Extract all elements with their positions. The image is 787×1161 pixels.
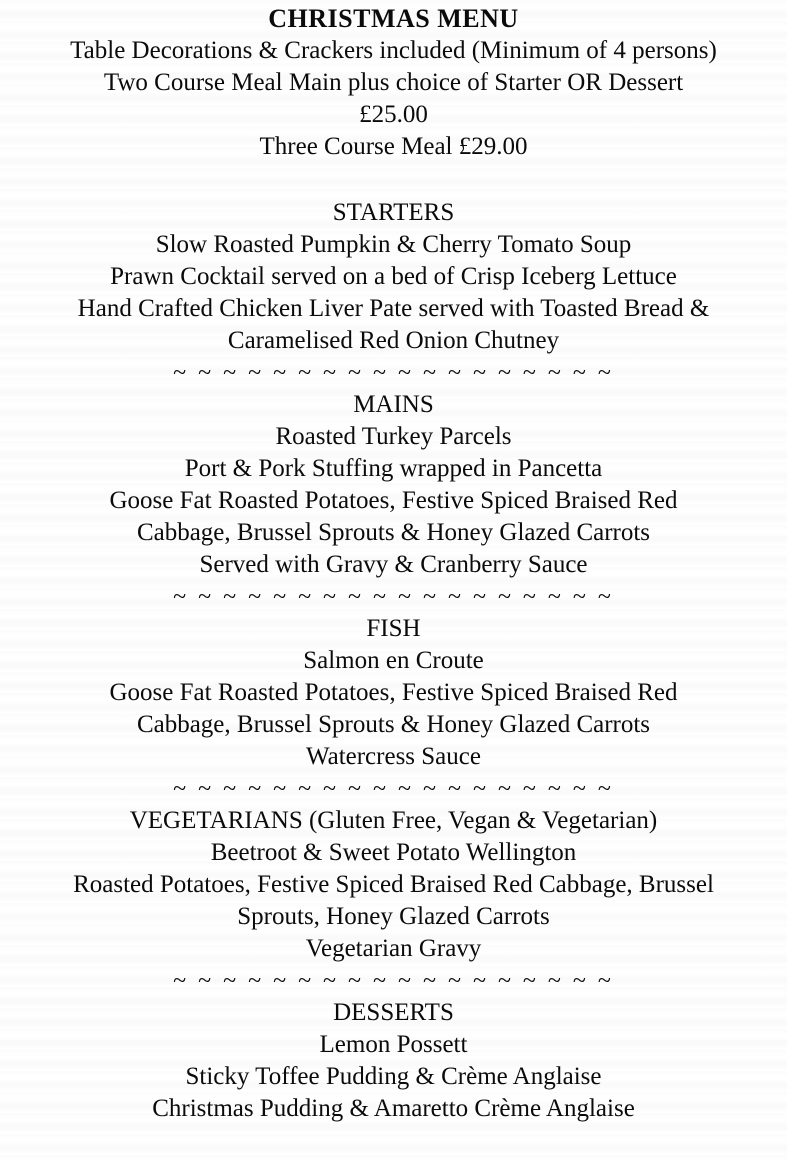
- menu-item-line: Served with Gravy & Cranberry Sauce: [199, 551, 588, 578]
- menu-section-mains: [2, 389, 785, 613]
- tilde-divider: ~ ~ ~ ~ ~ ~ ~ ~ ~ ~ ~ ~ ~ ~ ~ ~ ~ ~: [173, 360, 614, 386]
- tilde-divider: ~ ~ ~ ~ ~ ~ ~ ~ ~ ~ ~ ~ ~ ~ ~ ~ ~ ~: [173, 968, 614, 994]
- menu-item-line: Vegetarian Gravy: [305, 935, 482, 962]
- menu-sections: [2, 197, 785, 1125]
- menu-item-line: Roasted Turkey Parcels: [275, 423, 512, 450]
- menu-item-line: Roasted Potatoes, Festive Spiced Braised Red Cabbage, Brussel: [73, 871, 714, 898]
- menu-item-line: Lemon Possett: [319, 1031, 468, 1058]
- menu-section-starters: [2, 197, 785, 389]
- header-gap: [2, 163, 785, 197]
- menu-section-vegetarians: [2, 805, 785, 997]
- menu-item-line: Port & Pork Stuffing wrapped in Pancetta: [184, 455, 603, 482]
- section-title: STARTERS: [332, 199, 455, 226]
- menu-item-line: Christmas Pudding & Amaretto Crème Anglaise: [152, 1095, 635, 1122]
- menu-section-fish: [2, 613, 785, 805]
- menu-item-line: Prawn Cocktail served on a bed of Crisp Iceberg Lettuce: [110, 263, 677, 290]
- menu-header-line: Two Course Meal Main plus choice of Starter OR Dessert: [103, 69, 684, 96]
- menu-section-desserts: [2, 997, 785, 1125]
- section-title: DESSERTS: [333, 999, 454, 1026]
- tilde-divider: ~ ~ ~ ~ ~ ~ ~ ~ ~ ~ ~ ~ ~ ~ ~ ~ ~ ~: [173, 776, 614, 802]
- menu-item-line: Sprouts, Honey Glazed Carrots: [237, 903, 550, 930]
- tilde-divider: ~ ~ ~ ~ ~ ~ ~ ~ ~ ~ ~ ~ ~ ~ ~ ~ ~ ~: [173, 584, 614, 610]
- menu-header-line: Three Course Meal £29.00: [259, 133, 528, 160]
- menu-item-line: Slow Roasted Pumpkin & Cherry Tomato Soup: [155, 231, 632, 258]
- menu-item-line: Cabbage, Brussel Sprouts & Honey Glazed Carrots: [136, 519, 651, 546]
- section-title: VEGETARIANS (Gluten Free, Vegan & Vegetarian): [129, 807, 658, 834]
- section-title: FISH: [366, 615, 421, 642]
- section-title: MAINS: [353, 391, 434, 418]
- menu-item-line: Salmon en Croute: [303, 647, 484, 674]
- menu-header: [2, 35, 785, 163]
- menu-header-line: £25.00: [359, 101, 428, 128]
- menu-item-line: Goose Fat Roasted Potatoes, Festive Spiced Braised Red: [109, 487, 678, 514]
- menu-item-line: Goose Fat Roasted Potatoes, Festive Spiced Braised Red: [109, 679, 678, 706]
- menu-item-line: Sticky Toffee Pudding & Crème Anglaise: [185, 1063, 602, 1090]
- menu-item-line: Cabbage, Brussel Sprouts & Honey Glazed Carrots: [136, 711, 651, 738]
- menu-header-line: Table Decorations & Crackers included (Minimum of 4 persons): [70, 37, 717, 64]
- menu-item-line: Hand Crafted Chicken Liver Pate served with Toasted Bread &: [77, 295, 710, 322]
- menu-item-line: Beetroot & Sweet Potato Wellington: [210, 839, 577, 866]
- menu-title: CHRISTMAS MENU: [268, 4, 519, 33]
- menu-item-line: Watercress Sauce: [306, 743, 481, 770]
- menu-item-line: Caramelised Red Onion Chutney: [227, 327, 560, 354]
